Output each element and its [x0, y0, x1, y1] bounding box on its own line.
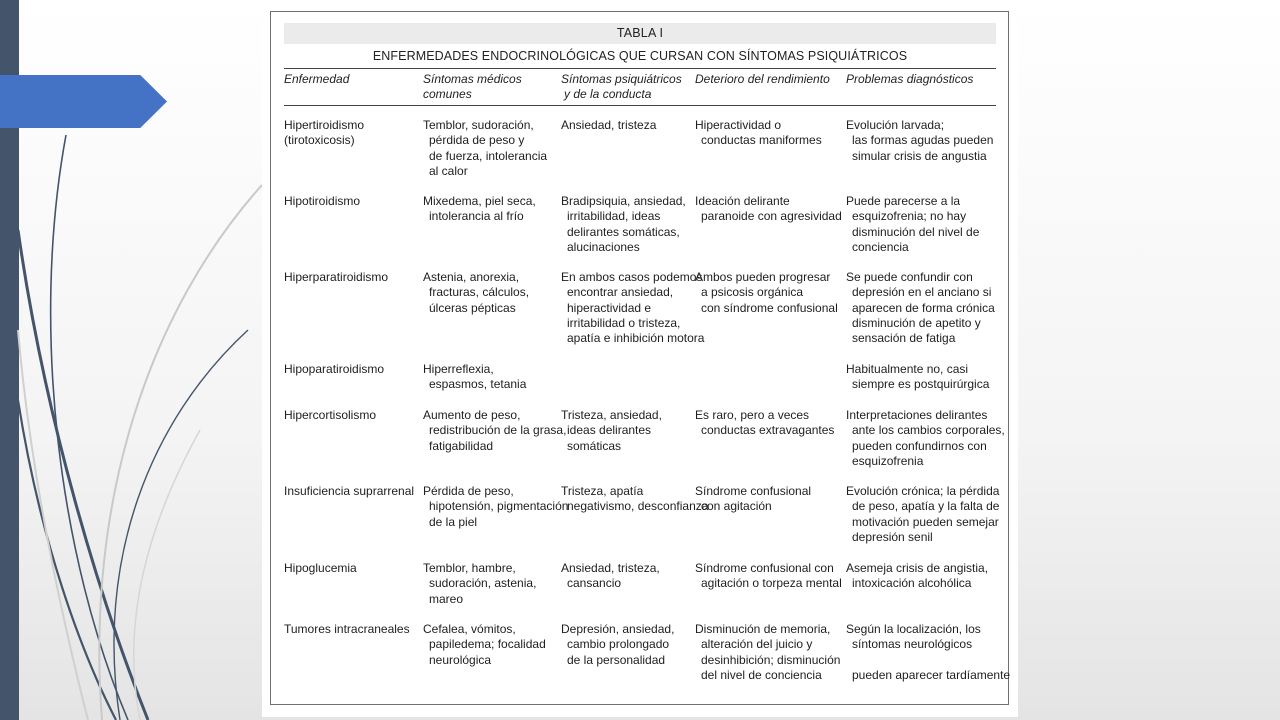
cell-line: siempre es postquirúrgica [852, 377, 990, 392]
cell-line: apatía e inhibición motora [567, 331, 705, 346]
cell-line: Síndrome confusional con [695, 561, 834, 575]
cell-line: de la piel [429, 514, 478, 529]
cell-line: ideas delirantes [567, 423, 652, 438]
cell-line: desinhibición; disminución [701, 652, 841, 667]
cell-line: Asemeja crisis de angistia, [846, 561, 989, 575]
table-cell-sintomas-medicos [423, 362, 526, 393]
cell-line: negativismo, desconfianza [567, 499, 709, 514]
cell-line: Puede parecerse a la [846, 194, 961, 208]
cell-line: delirantes somáticas, [567, 224, 680, 239]
cell-line: con agitación [701, 499, 772, 514]
table-cell-problemas-diagnosticos [846, 194, 979, 255]
cell-line: a psicosis orgánica [701, 285, 804, 300]
cell-line: ante los cambios corporales, [852, 423, 1005, 438]
cell-line: las formas agudas pueden [852, 133, 994, 148]
cell-line: Cefalea, vómitos, [423, 622, 516, 636]
table-cell-problemas-diagnosticos [846, 408, 1005, 469]
cell-line: Según la localización, los [846, 622, 981, 636]
cell-line: Es raro, pero a veces [695, 408, 810, 422]
table-cell-sintomas-psiquiatricos [561, 484, 708, 515]
cell-line: (tirotoxicosis) [284, 133, 355, 148]
table-cell-deterioro-rendimiento [695, 270, 838, 316]
table-cell-sintomas-medicos [423, 484, 568, 530]
cell-line: pérdida de peso y [429, 133, 525, 148]
cell-line: Astenia, anorexia, [423, 270, 520, 284]
cell-line: Temblor, hambre, [423, 561, 516, 575]
cell-line: motivación pueden semejar [852, 514, 999, 529]
cell-line: esquizofrenia [852, 453, 924, 468]
cell-line: Mixedema, piel seca, [423, 194, 536, 208]
cell-line: hipotensión, pigmentación [429, 499, 569, 514]
cell-line: cansancio [567, 576, 622, 591]
cell-line: pueden aparecer tardíamente [852, 667, 1011, 682]
table-cell-problemas-diagnosticos [846, 362, 989, 393]
cell-line: Ansiedad, tristeza, [561, 561, 660, 575]
table-cell-deterioro-rendimiento [695, 561, 842, 592]
cell-line: de la personalidad [567, 652, 666, 667]
table-cell-deterioro-rendimiento [695, 622, 840, 683]
cell-line: Hiperparatiroidismo [284, 270, 389, 284]
table-cell-sintomas-psiquiatricos [561, 561, 660, 592]
table-cell-enfermedad [284, 561, 357, 576]
cell-line: Hipertiroidismo [284, 118, 365, 132]
cell-line: Disminución de memoria, [695, 622, 831, 636]
cell-line: agitación o torpeza mental [701, 576, 842, 591]
table-cell-deterioro-rendimiento [695, 194, 842, 225]
cell-line: Hipotiroidismo [284, 194, 361, 208]
cell-line: Hipoglucemia [284, 561, 357, 575]
cell-line: al calor [429, 163, 468, 178]
cell-line: Aumento de peso, [423, 408, 521, 422]
cell-line: síntomas neurológicos [852, 637, 973, 652]
table-cell-deterioro-rendimiento [695, 484, 811, 515]
cell-line: Ideación delirante [695, 194, 790, 208]
cell-line: Se puede confundir con [846, 270, 973, 284]
cell-line: sudoración, astenia, [429, 576, 537, 591]
cell-line: Hipoparatiroidismo [284, 362, 385, 376]
cell-line: de fuerza, intolerancia [429, 148, 548, 163]
cell-line: Hipercortisolismo [284, 408, 377, 422]
cell-line: somáticas [567, 438, 622, 453]
cell-line: cambio prolongado [567, 637, 670, 652]
cell-line: sensación de fatiga [852, 331, 956, 346]
table-title: ENFERMEDADES ENDOCRINOLÓGICAS QUE CURSAN CON SÍNTOMAS PSIQUIÁTRICOS [372, 49, 908, 63]
cell-line: pueden confundirnos con [852, 438, 987, 453]
cell-line: alteración del juicio y [701, 637, 813, 652]
cell-line: En ambos casos podemos [561, 270, 703, 284]
cell-line: Interpretaciones delirantes [846, 408, 988, 422]
table-cell-enfermedad [284, 362, 384, 377]
cell-line: de peso, apatía y la falta de [852, 499, 1000, 514]
table-cell-sintomas-medicos [423, 118, 547, 179]
cell-line: Tristeza, apatía [561, 484, 644, 498]
cell-line: Hiperactividad o [695, 118, 782, 132]
table-cell-enfermedad [284, 484, 414, 499]
cell-line: redistribución de la grasa, [429, 423, 567, 438]
cell-line: del nivel de conciencia [701, 667, 822, 682]
cell-line: depresión en el anciano si [852, 285, 992, 300]
cell-line: intoxicación alcohólica [852, 576, 972, 591]
header-bottom-rule [284, 105, 996, 106]
cell-line [846, 653, 1010, 668]
table-cell-sintomas-psiquiatricos [561, 622, 674, 668]
table-frame [270, 11, 1009, 705]
table-cell-enfermedad [284, 622, 410, 637]
cell-line: espasmos, tetania [429, 377, 527, 392]
table-cell-sintomas-psiquiatricos [561, 118, 656, 133]
table-cell-deterioro-rendimiento [695, 408, 834, 439]
header-sintomas-psiquiatricos: Síntomas psiquiátricos y de la conducta [561, 72, 682, 102]
cell-line: disminución del nivel de [852, 224, 980, 239]
table-cell-sintomas-psiquiatricos [561, 270, 704, 346]
table-cell-problemas-diagnosticos [846, 622, 1010, 683]
cell-line: intolerancia al frío [429, 209, 524, 224]
header-enfermedad: Enfermedad [284, 72, 350, 86]
cell-line: Insuficiencia suprarrenal [284, 484, 415, 498]
cell-line: esquizofrenia; no hay [852, 209, 967, 224]
cell-line: aparecen de forma crónica [852, 300, 995, 315]
cell-line: disminución de apetito y [852, 315, 981, 330]
cell-line: depresión senil [852, 529, 933, 544]
cell-line: irritabilidad o tristeza, [567, 315, 681, 330]
cell-line: Habitualmente no, casi [846, 362, 969, 376]
cell-line: Temblor, sudoración, [423, 118, 534, 132]
cell-line: Evolución larvada; [846, 118, 945, 132]
cell-line: Tristeza, ansiedad, [561, 408, 662, 422]
table-cell-sintomas-medicos [423, 408, 566, 454]
table-caption: TABLA I [284, 23, 996, 44]
header-problemas-diagnosticos: Problemas diagnósticos [846, 72, 974, 86]
cell-line: Depresión, ansiedad, [561, 622, 675, 636]
cell-line: Hiperreflexia, [423, 362, 494, 376]
cell-line: úlceras pépticas [429, 300, 516, 315]
table-cell-sintomas-medicos [423, 622, 546, 668]
table-cell-enfermedad [284, 118, 364, 149]
cell-line: Síndrome confusional [695, 484, 812, 498]
header-top-rule [284, 68, 996, 69]
header-deterioro-rendimiento: Deterioro del rendimiento [695, 72, 830, 86]
cell-line: neurológica [429, 652, 492, 667]
cell-line: Evolución crónica; la pérdida [846, 484, 1000, 498]
table-cell-sintomas-medicos [423, 194, 536, 225]
cell-line: paranoide con agresividad [701, 209, 842, 224]
table-cell-sintomas-psiquiatricos [561, 194, 686, 255]
cell-line: fatigabilidad [429, 438, 494, 453]
cell-line: hiperactividad e [567, 300, 652, 315]
table-cell-sintomas-psiquiatricos [561, 408, 662, 454]
table-cell-problemas-diagnosticos [846, 484, 999, 545]
table-cell-sintomas-medicos [423, 270, 529, 316]
cell-line: fracturas, cálculos, [429, 285, 530, 300]
table-cell-problemas-diagnosticos [846, 561, 988, 592]
cell-line: conciencia [852, 239, 909, 254]
cell-line: Bradipsiquia, ansiedad, [561, 194, 686, 208]
table-cell-enfermedad [284, 270, 388, 285]
cell-line: irritabilidad, ideas [567, 209, 661, 224]
cell-line: con síndrome confusional [701, 300, 838, 315]
table-cell-problemas-diagnosticos [846, 270, 995, 346]
cell-line: Tumores intracraneales [284, 622, 410, 636]
cell-line: papiledema; focalidad [429, 637, 546, 652]
cell-line: mareo [429, 591, 464, 606]
cell-line: Pérdida de peso, [423, 484, 514, 498]
table-cell-deterioro-rendimiento [695, 118, 822, 149]
decorative-curves [0, 0, 270, 720]
cell-line: conductas extravagantes [701, 423, 835, 438]
cell-line: Ambos pueden progresar [695, 270, 831, 284]
cell-line: simular crisis de angustia [852, 148, 987, 163]
cell-line: Ansiedad, tristeza [561, 118, 657, 132]
cell-line: encontrar ansiedad, [567, 285, 674, 300]
table-cell-enfermedad [284, 408, 376, 423]
header-sintomas-medicos: Síntomas médicos comunes [423, 72, 522, 102]
table-cell-problemas-diagnosticos [846, 118, 993, 164]
cell-line: conductas maniformes [701, 133, 822, 148]
cell-line: alucinaciones [567, 239, 640, 254]
table-cell-enfermedad [284, 194, 360, 209]
table-cell-sintomas-medicos [423, 561, 536, 607]
